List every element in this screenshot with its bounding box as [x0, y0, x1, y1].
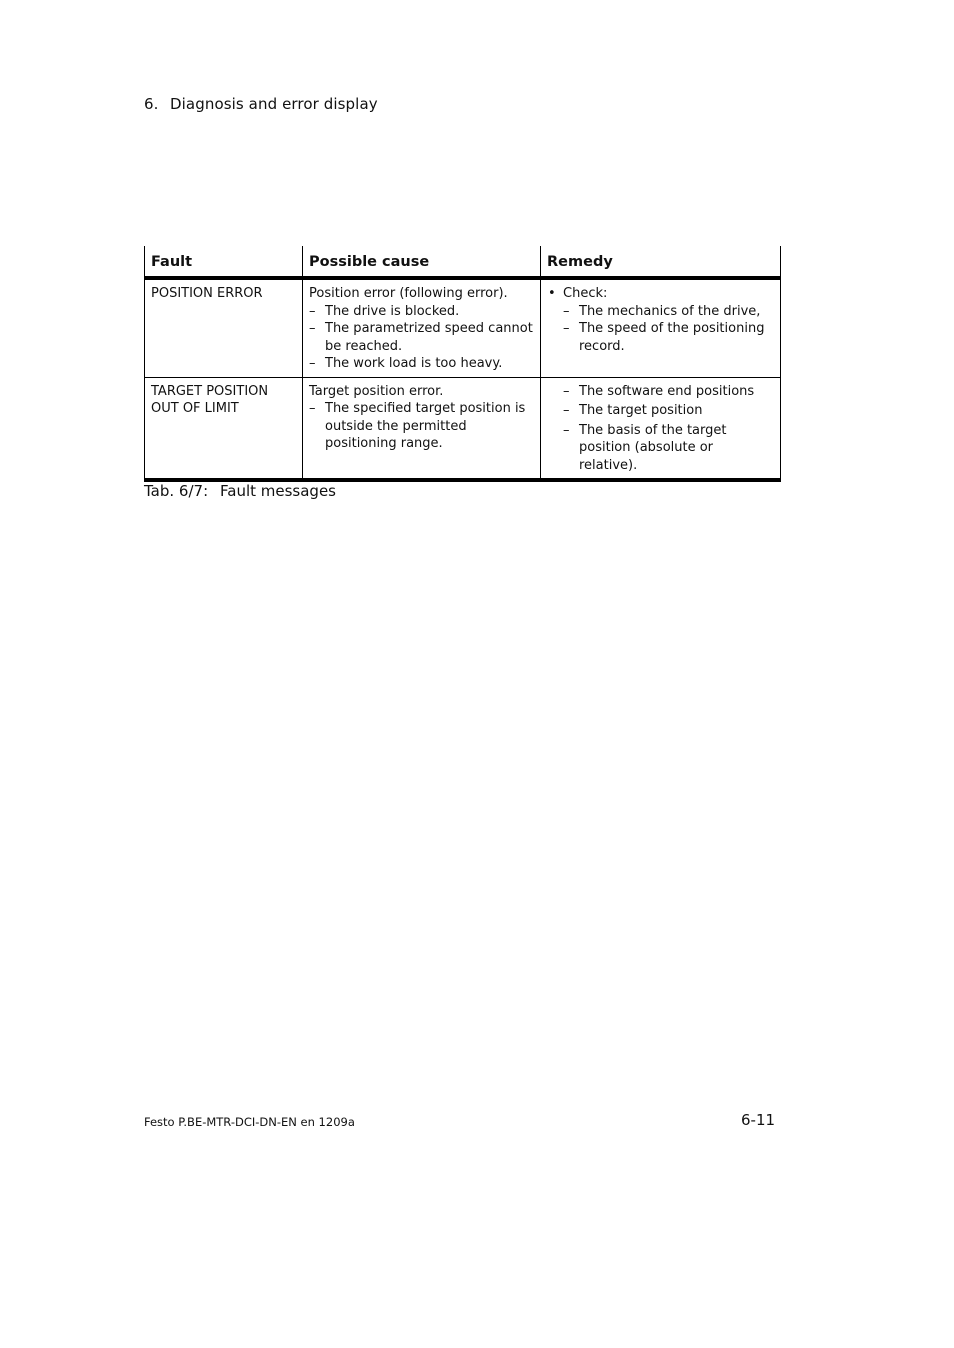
fault-cell [145, 278, 303, 377]
cause-intro: Position error (following error). [309, 286, 508, 301]
header-fault: Fault [145, 246, 303, 278]
remedy-cell [541, 377, 781, 480]
fault-name: POSITION ERROR [151, 286, 263, 301]
cause-intro: Target position error. [309, 383, 444, 399]
caption-label: Tab. 6/7: [144, 482, 209, 500]
table-header-row [145, 246, 781, 278]
list-item: – The specified target position is outside the permitted positioning range. [309, 400, 534, 453]
list-item: – The drive is blocked. [309, 303, 534, 321]
fault-messages-table [144, 246, 781, 482]
cause-cell [303, 278, 541, 377]
remedy-sublist [563, 303, 774, 356]
section-number: 6. [144, 95, 159, 113]
footer-doc-id: Festo P.BE-MTR-DCI-DN-EN en 1209a [144, 1115, 355, 1129]
remedy-bullet-text: Check: [563, 286, 608, 301]
cause-list [309, 303, 534, 373]
list-item: – The work load is too heavy. [309, 355, 534, 373]
list-item: – The mechanics of the drive, [563, 303, 774, 321]
section-header [144, 95, 378, 113]
fault-name: TARGET POSITION OUT OF LIMIT [151, 383, 269, 416]
table-caption [144, 482, 336, 500]
list-item: – The basis of the target position (absolute or relative). [563, 422, 774, 475]
list-item: – The target position [563, 402, 774, 420]
remedy-cell [541, 278, 781, 377]
header-remedy: Remedy [541, 246, 781, 278]
cause-cell [303, 377, 541, 480]
remedy-list [547, 285, 774, 355]
caption-text: Fault messages [220, 482, 336, 500]
list-item: – The speed of the positioning record. [563, 320, 774, 355]
list-item: – The parametrized speed cannot be reached. [309, 320, 534, 355]
table-row [145, 377, 781, 480]
table-row [145, 278, 781, 377]
footer-page-number: 6-11 [741, 1111, 776, 1129]
remedy-list [563, 383, 774, 475]
list-item: – The software end positions [563, 383, 774, 401]
list-item [547, 285, 774, 355]
header-possible-cause: Possible cause [303, 246, 541, 278]
cause-list [309, 400, 534, 453]
fault-cell [145, 377, 303, 480]
section-title: Diagnosis and error display [170, 95, 378, 113]
